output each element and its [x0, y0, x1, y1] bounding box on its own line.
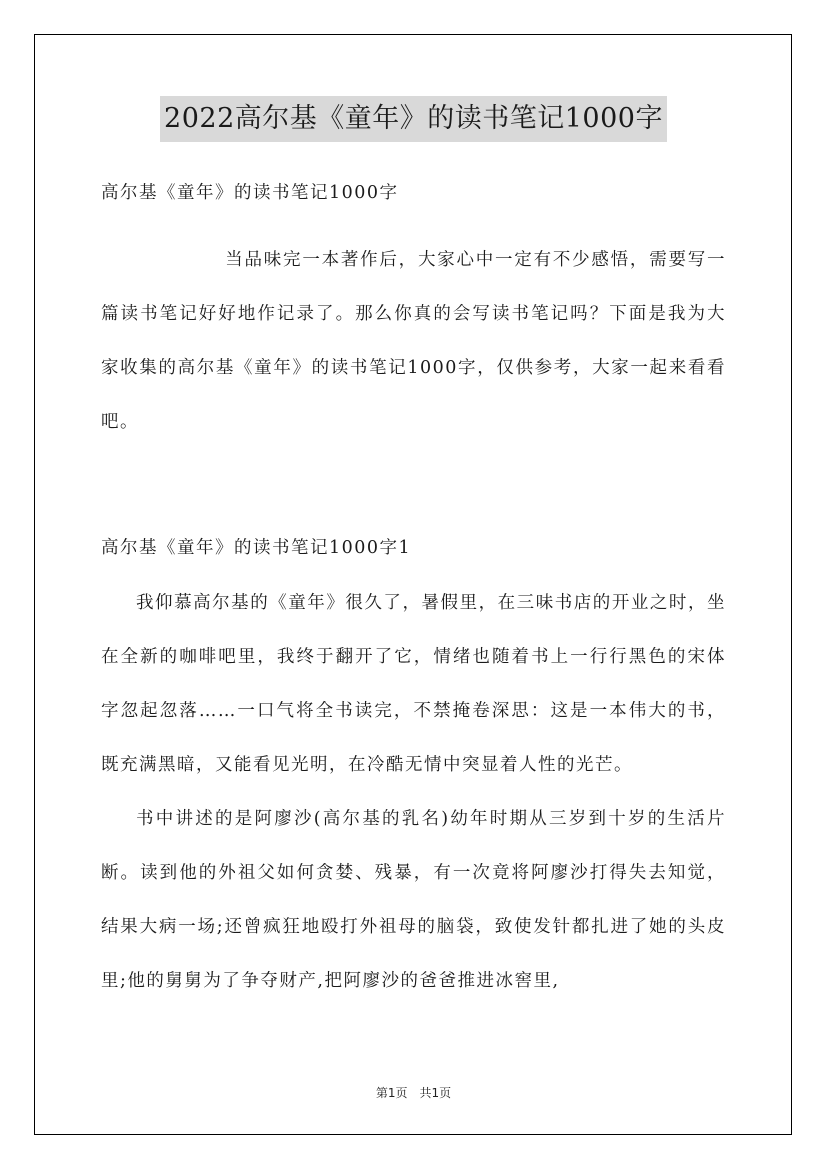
- document-title-text: 2022高尔基《童年》的读书笔记1000字: [160, 96, 667, 142]
- body-paragraph: 书中讲述的是阿廖沙(高尔基的乳名)幼年时期从三岁到十岁的生活片断。读到他的外祖父如何贪婪、残暴，有一次竟将阿廖沙打得失去知觉，结果大病一场;还曾疯狂地殴打外祖母的脑袋，致使发针都扎进了她的头皮里;他的舅舅为了争夺财产,把阿廖沙的爸爸推进冰窖里,: [101, 809, 726, 991]
- intro-heading: 高尔基《童年》的读书笔记1000字: [101, 183, 399, 203]
- section-heading: 高尔基《童年》的读书笔记1000字1: [101, 538, 412, 558]
- spacer: [101, 567, 726, 576]
- page-footer: [0, 1084, 827, 1101]
- spacer: [101, 449, 726, 529]
- page-number-label: 第1页 共1页: [375, 1086, 452, 1100]
- body-paragraph: 我仰慕高尔基的《童年》很久了，暑假里，在三味书店的开业之时，坐在全新的咖啡吧里，我终于翻开了它，情绪也随着书上一行行黑色的宋体字忽起忽落……一口气将全书读完，不禁掩卷深思：这是一本伟大的书，既充满黑暗，又能看见光明，在冷酷无情中突显着人性的光芒。: [101, 593, 726, 775]
- intro-paragraph: 当品味完一本著作后，大家心中一定有不少感悟，需要写一篇读书笔记好好地作记录了。那么你真的会写读书笔记吗？下面是我为大家收集的高尔基《童年》的读书笔记1000字，仅供参考，大家一起来看看吧。: [101, 250, 726, 432]
- document-body: [101, 174, 726, 1008]
- document-title: [0, 96, 827, 142]
